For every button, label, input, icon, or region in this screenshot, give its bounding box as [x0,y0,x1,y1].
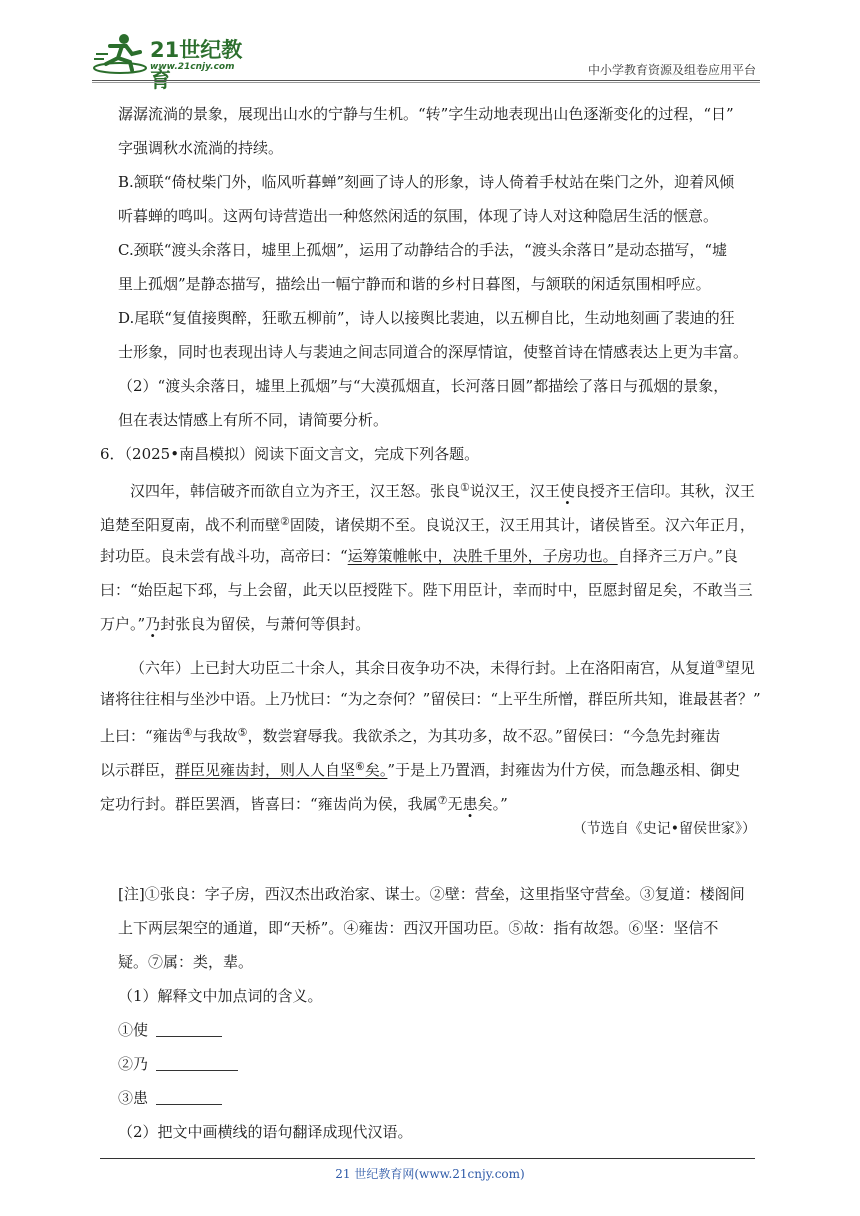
answer-blank-2[interactable] [156,1056,238,1071]
annotation-line: 上下两层架空的通道，即“天桥”。④雍齿：西汉开国功臣。⑤故：指有故怨。⑥坚：坚信不 [118,919,719,937]
passage-line: 上曰：“雍齿④与我故⑤，数尝窘辱我。我欲杀之，为其功多，故不忍。”留侯曰：“今急先封雍齿 [100,726,721,745]
passage-source: （节选自《史记•留侯世家》） [572,821,756,837]
text-line: 但在表达情感上有所不同，请简要分析。 [118,411,389,429]
text-line: 潺潺流淌的景象，展现出山水的宁静与生机。“转”字生动地表现出山色逐渐变化的过程，“日” [118,105,734,123]
platform-name: 中小学教育资源及组卷应用平台 [587,63,756,77]
subquestion-2: （2）“渡头余落日，墟里上孤烟”与“大漠孤烟直，长河落日圆”都描绘了落日与孤烟的景象， [118,377,729,395]
text-line: 听暮蝉的鸣叫。这两句诗营造出一种悠然闲适的氛围，体现了诗人对这种隐居生活的惬意。 [118,207,719,225]
underlined-sentence-2: 群臣见雍齿封，则人人自坚⑥矣。 [175,760,388,779]
subquestion-2-translate: （2）把文中画横线的语句翻译成现代汉语。 [118,1123,413,1141]
header-divider [92,80,760,81]
footer-divider [100,1158,755,1159]
answer-blank-3[interactable] [156,1090,222,1105]
dotted-word-shi: 使 [559,482,575,500]
question-6-title: 6．（2025•南昌模拟）阅读下面文言文，完成下列各题。 [100,445,480,463]
text-line: 士形象，同时也表现出诗人与裴迪之间志同道合的深厚情谊，使整首诗在情感表达上更为丰富。 [118,343,749,361]
answer-row-3: ③患 [118,1088,222,1108]
answer-blank-1[interactable] [156,1022,222,1037]
passage-line: 万户。”乃封张良为留侯，与萧何等俱封。 [100,615,371,633]
page-header [0,0,860,92]
passage-line: （六年）上已封大功臣二十余人，其余日夜争功不决，未得行封。上在洛阳南宫，从复道③望见 [130,658,755,677]
passage-line: 以示群臣，群臣见雍齿封，则人人自坚⑥矣。”于是上乃置酒，封雍齿为什方侯，而急趣丞相、御史 [100,760,741,779]
dotted-word-nai: 乃 [145,615,161,633]
logo-text: 21世纪教育 [150,38,243,92]
passage-line: 诸将往往相与坐沙中语。上乃忧曰：“为之奈何？”留侯曰：“上平生所憎，群臣所共知，谁最甚者？” [100,690,761,708]
annotation-line: 疑。⑦属：类，辈。 [118,953,254,971]
answer-row-2: ②乃 [118,1054,238,1074]
option-b: B.颔联“倚杖柴门外，临风听暮蝉”刻画了诗人的形象，诗人倚着手杖站在柴门之外，迎着风倾 [118,173,735,191]
answer-row-1: ①使 [118,1020,222,1040]
passage-line: 封功臣。良未尝有战斗功，高帝曰：“运筹策帷帐中，决胜千里外，子房功也。自择齐三万户。”良 [100,547,738,565]
footer-link[interactable]: 21 世纪教育网(www.21cnjy.com) [335,1167,525,1181]
logo-url: www.21cnjy.com [150,62,235,72]
site-logo[interactable] [92,32,262,92]
text-line: 里上孤烟”是静态描写，描绘出一幅宁静而和谐的乡村日暮图，与颔联的闲适氛围相呼应。 [118,275,711,293]
option-c: C.颈联“渡头余落日，墟里上孤烟”，运用了动静结合的手法，“渡头余落日”是动态描写，“墟 [118,241,728,259]
header-divider-thin [92,82,760,83]
passage-line: 追楚至阳夏南，战不利而壁②固陵，诸侯期不至。良说汉王，汉王用其计，诸侯皆至。汉六年正月， [100,515,755,534]
text-line: 字强调秋水流淌的持续。 [118,139,284,157]
annotation-line: [注]①张良：字子房，西汉杰出政治家、谋士。②壁：营垒，这里指坚守营垒。③复道：楼阁间 [118,885,745,903]
passage-line: 曰：“始臣起下邳，与上会留，此天以臣授陛下。陛下用臣计，幸而时中，臣愿封留足矣，不敢当三 [100,581,753,599]
passage-line: 定功行封。群臣罢酒，皆喜曰：“雍齿尚为侯，我属⑦无患矣。” [100,794,508,813]
passage-line: 汉四年，韩信破齐而欲自立为齐王，汉王怒。张良①说汉王，汉王使良授齐王信印。其秋，汉王 [130,481,755,500]
option-d: D.尾联“复值接舆醉，狂歌五柳前”，诗人以接舆比裴迪，以五柳自比，生动地刻画了裴迪的狂 [118,309,735,327]
dotted-word-huan: 患 [462,795,478,813]
runner-icon [92,32,150,76]
underlined-sentence-1: 运筹策帷帐中，决胜千里外，子房功也。 [347,547,618,565]
subquestion-1: （1）解释文中加点词的含义。 [118,987,323,1005]
